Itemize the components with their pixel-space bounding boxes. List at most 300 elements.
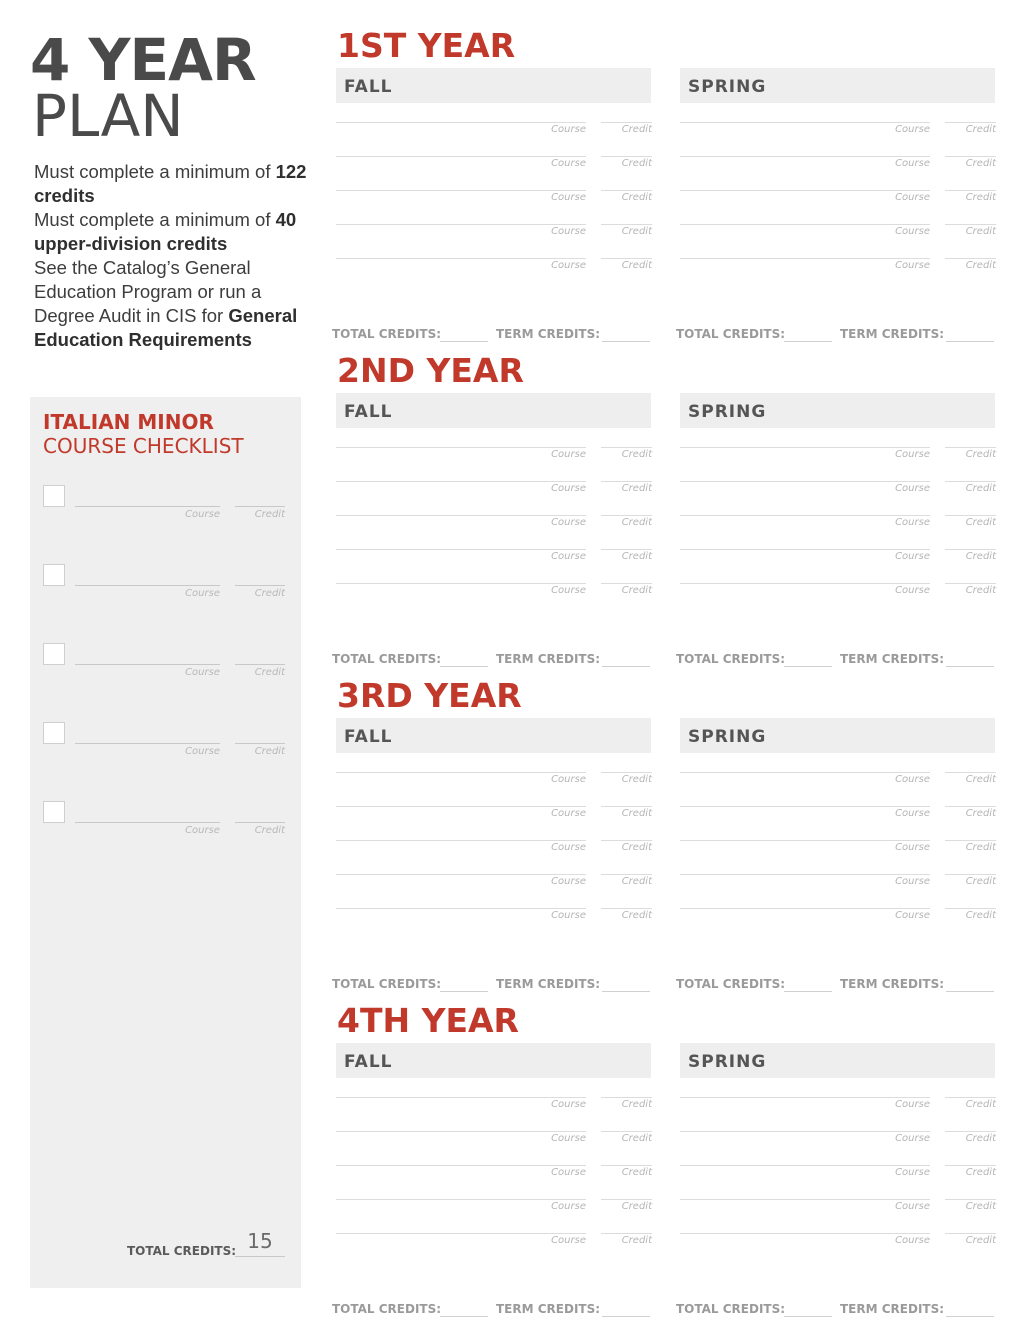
term-credits-field[interactable] [602, 341, 650, 342]
credit-label: Credit [965, 124, 996, 135]
checklist-total-line [235, 1256, 285, 1257]
course-field[interactable] [336, 1165, 586, 1166]
course-label: Course [895, 1167, 930, 1178]
credit-field[interactable] [945, 481, 996, 482]
credit-label: Credit [965, 842, 996, 853]
checklist-credit-label: Credit [254, 588, 285, 599]
course-field[interactable] [680, 583, 930, 584]
course-row [336, 258, 652, 292]
total-credits-label: TOTAL CREDITS: [332, 327, 442, 341]
total-credits-label: TOTAL CREDITS: [332, 1302, 442, 1316]
course-row [336, 122, 652, 156]
course-label: Course [895, 774, 930, 785]
course-field[interactable] [680, 1199, 930, 1200]
page-title-bold: 4 YEAR [30, 26, 256, 94]
course-field[interactable] [336, 156, 586, 157]
checklist-total-label: TOTAL CREDITS: [127, 1244, 237, 1258]
total-credits-field[interactable] [784, 1316, 832, 1317]
intro-text [34, 160, 314, 352]
term-credits-field[interactable] [602, 1316, 650, 1317]
term-name: SPRING [688, 77, 767, 97]
course-row [336, 1097, 652, 1131]
term-name: FALL [344, 77, 393, 97]
checklist-checkbox[interactable] [43, 643, 65, 665]
credit-field[interactable] [945, 772, 996, 773]
course-row [680, 908, 996, 942]
total-credits-field[interactable] [784, 341, 832, 342]
course-field[interactable] [336, 1131, 586, 1132]
course-row [680, 258, 996, 292]
intro-line2: Must complete a minimum of [34, 209, 276, 230]
credit-label: Credit [965, 1099, 996, 1110]
course-field[interactable] [680, 481, 930, 482]
credit-label: Credit [965, 1201, 996, 1212]
credit-field[interactable] [945, 583, 996, 584]
checklist-credit-field[interactable] [235, 664, 285, 665]
credit-label: Credit [965, 585, 996, 596]
checklist-course-field[interactable] [75, 664, 220, 665]
course-field[interactable] [336, 481, 586, 482]
term-name: FALL [344, 727, 393, 747]
credit-field[interactable] [945, 806, 996, 807]
term-credits-label: TERM CREDITS: [496, 327, 601, 341]
credit-field[interactable] [601, 1199, 652, 1200]
term-spring [676, 393, 996, 666]
course-field[interactable] [336, 1199, 586, 1200]
course-field[interactable] [336, 772, 586, 773]
course-row [680, 224, 996, 258]
course-row [336, 549, 652, 583]
credit-field[interactable] [601, 583, 652, 584]
course-field[interactable] [336, 840, 586, 841]
total-credits-field[interactable] [784, 991, 832, 992]
course-label: Course [895, 483, 930, 494]
course-label: Course [551, 842, 586, 853]
credit-label: Credit [621, 124, 652, 135]
course-label: Course [895, 876, 930, 887]
course-row [680, 1199, 996, 1233]
term-credits-label: TERM CREDITS: [496, 977, 601, 991]
checklist-course-label: Course [185, 825, 220, 836]
term-totals [676, 977, 1006, 997]
course-field[interactable] [680, 515, 930, 516]
credit-label: Credit [621, 1201, 652, 1212]
credit-label: Credit [965, 449, 996, 460]
term-name: SPRING [688, 1052, 767, 1072]
course-label: Course [895, 910, 930, 921]
course-label: Course [895, 551, 930, 562]
course-field[interactable] [336, 190, 586, 191]
credit-label: Credit [965, 517, 996, 528]
course-field[interactable] [336, 224, 586, 225]
course-field[interactable] [680, 224, 930, 225]
credit-label: Credit [621, 260, 652, 271]
checklist-credit-field[interactable] [235, 822, 285, 823]
credit-field[interactable] [601, 515, 652, 516]
course-row [336, 1199, 652, 1233]
credit-field[interactable] [945, 1097, 996, 1098]
checklist-credit-field[interactable] [235, 506, 285, 507]
checklist-credit-label: Credit [254, 509, 285, 520]
credit-field[interactable] [945, 447, 996, 448]
page-title-light: PLAN [32, 82, 184, 150]
course-row [336, 772, 652, 806]
term-credits-label: TERM CREDITS: [840, 977, 945, 991]
credit-label: Credit [621, 483, 652, 494]
course-field[interactable] [680, 156, 930, 157]
course-row [680, 481, 996, 515]
checklist-credit-label: Credit [254, 746, 285, 757]
course-row [680, 583, 996, 617]
credit-label: Credit [621, 551, 652, 562]
course-label: Course [895, 585, 930, 596]
course-label: Course [895, 158, 930, 169]
course-row [680, 772, 996, 806]
credit-label: Credit [621, 226, 652, 237]
term-name: SPRING [688, 402, 767, 422]
term-header [680, 1043, 995, 1078]
course-label: Course [551, 483, 586, 494]
course-label: Course [551, 260, 586, 271]
course-row [680, 840, 996, 874]
course-label: Course [551, 226, 586, 237]
term-fall [332, 718, 652, 991]
credit-label: Credit [965, 876, 996, 887]
term-credits-field[interactable] [946, 991, 994, 992]
course-field[interactable] [680, 549, 930, 550]
course-field[interactable] [680, 190, 930, 191]
year-title: 3RD YEAR [337, 676, 522, 715]
intro-gen-ed: General Education Requirements [34, 305, 298, 350]
intro-line1: Must complete a minimum of [34, 161, 276, 182]
course-label: Course [895, 260, 930, 271]
course-label: Course [551, 910, 586, 921]
credit-label: Credit [965, 226, 996, 237]
credit-field[interactable] [945, 1165, 996, 1166]
total-credits-field[interactable] [440, 991, 488, 992]
term-header [680, 718, 995, 753]
term-header [336, 1043, 651, 1078]
checklist-course-label: Course [185, 509, 220, 520]
credit-field[interactable] [601, 806, 652, 807]
total-credits-label: TOTAL CREDITS: [676, 652, 786, 666]
course-field[interactable] [336, 874, 586, 875]
checklist-checkbox[interactable] [43, 564, 65, 586]
course-field[interactable] [680, 840, 930, 841]
course-row [336, 1233, 652, 1267]
credit-field[interactable] [601, 224, 652, 225]
checklist-course-label: Course [185, 588, 220, 599]
credit-field[interactable] [945, 190, 996, 191]
total-credits-field[interactable] [440, 666, 488, 667]
course-label: Course [895, 1235, 930, 1246]
checklist-checkbox[interactable] [43, 722, 65, 744]
course-row [680, 1097, 996, 1131]
checklist-row [30, 485, 301, 525]
year-title: 2ND YEAR [337, 351, 524, 390]
term-totals [676, 1302, 1006, 1322]
course-field[interactable] [336, 583, 586, 584]
course-row [336, 908, 652, 942]
course-label: Course [551, 1167, 586, 1178]
credit-label: Credit [965, 808, 996, 819]
course-label: Course [895, 808, 930, 819]
course-label: Course [895, 449, 930, 460]
course-label: Course [895, 1099, 930, 1110]
term-credits-label: TERM CREDITS: [840, 652, 945, 666]
term-header [336, 68, 651, 103]
course-label: Course [551, 158, 586, 169]
checklist-row [30, 722, 301, 762]
course-field[interactable] [336, 806, 586, 807]
course-label: Course [551, 1201, 586, 1212]
credit-field[interactable] [945, 1131, 996, 1132]
course-row [336, 840, 652, 874]
credit-field[interactable] [601, 874, 652, 875]
course-field[interactable] [680, 1233, 930, 1234]
term-credits-field[interactable] [602, 991, 650, 992]
course-row [680, 156, 996, 190]
credit-label: Credit [621, 910, 652, 921]
credit-field[interactable] [945, 258, 996, 259]
checklist-credit-field[interactable] [235, 585, 285, 586]
course-row [336, 481, 652, 515]
course-checklist [30, 397, 301, 1288]
total-credits-label: TOTAL CREDITS: [676, 327, 786, 341]
total-credits-label: TOTAL CREDITS: [676, 977, 786, 991]
course-label: Course [895, 124, 930, 135]
term-name: SPRING [688, 727, 767, 747]
checklist-credit-field[interactable] [235, 743, 285, 744]
credit-label: Credit [621, 1235, 652, 1246]
total-credits-field[interactable] [440, 341, 488, 342]
checklist-credit-label: Credit [254, 825, 285, 836]
course-row [680, 874, 996, 908]
checklist-checkbox[interactable] [43, 801, 65, 823]
course-row [336, 190, 652, 224]
credit-field[interactable] [601, 549, 652, 550]
course-field[interactable] [680, 874, 930, 875]
term-credits-field[interactable] [946, 1316, 994, 1317]
credit-label: Credit [621, 1133, 652, 1144]
term-credits-label: TERM CREDITS: [496, 1302, 601, 1316]
term-totals [332, 327, 662, 347]
term-header [680, 68, 995, 103]
credit-field[interactable] [601, 1131, 652, 1132]
intro-credits: 122 credits [34, 161, 307, 206]
credit-field[interactable] [945, 840, 996, 841]
credit-label: Credit [965, 192, 996, 203]
credit-field[interactable] [945, 156, 996, 157]
term-credits-field[interactable] [602, 666, 650, 667]
course-field[interactable] [680, 1097, 930, 1098]
credit-field[interactable] [945, 515, 996, 516]
course-row [680, 122, 996, 156]
checklist-course-field[interactable] [75, 585, 220, 586]
course-field[interactable] [336, 515, 586, 516]
term-fall [332, 393, 652, 666]
term-spring [676, 68, 996, 341]
course-field[interactable] [680, 1165, 930, 1166]
intro-upper-division: 40 upper-division credits [34, 209, 297, 254]
course-label: Course [551, 124, 586, 135]
course-field[interactable] [680, 447, 930, 448]
term-totals [676, 327, 1006, 347]
credit-field[interactable] [601, 447, 652, 448]
credit-label: Credit [621, 808, 652, 819]
credit-label: Credit [965, 1235, 996, 1246]
total-credits-label: TOTAL CREDITS: [332, 652, 442, 666]
course-label: Course [895, 517, 930, 528]
credit-label: Credit [965, 158, 996, 169]
term-spring [676, 1043, 996, 1316]
credit-label: Credit [621, 449, 652, 460]
course-row [336, 806, 652, 840]
course-field[interactable] [336, 447, 586, 448]
course-label: Course [551, 551, 586, 562]
credit-field[interactable] [601, 1165, 652, 1166]
course-field[interactable] [680, 122, 930, 123]
course-row [336, 1165, 652, 1199]
course-field[interactable] [680, 772, 930, 773]
credit-label: Credit [965, 1133, 996, 1144]
credit-field[interactable] [945, 549, 996, 550]
course-label: Course [551, 449, 586, 460]
course-label: Course [551, 808, 586, 819]
course-row [680, 190, 996, 224]
term-fall [332, 1043, 652, 1316]
total-credits-field[interactable] [440, 1316, 488, 1317]
checklist-total-value: 15 [247, 1229, 273, 1253]
term-credits-field[interactable] [946, 341, 994, 342]
course-field[interactable] [336, 908, 586, 909]
checklist-row [30, 643, 301, 683]
term-spring [676, 718, 996, 991]
credit-field[interactable] [945, 122, 996, 123]
credit-label: Credit [965, 483, 996, 494]
course-row [336, 224, 652, 258]
course-field[interactable] [336, 1097, 586, 1098]
course-label: Course [551, 517, 586, 528]
course-label: Course [895, 226, 930, 237]
course-row [336, 515, 652, 549]
course-label: Course [551, 192, 586, 203]
credit-field[interactable] [601, 772, 652, 773]
checklist-course-field[interactable] [75, 743, 220, 744]
term-header [336, 718, 651, 753]
credit-label: Credit [621, 876, 652, 887]
course-label: Course [551, 1235, 586, 1246]
course-field[interactable] [680, 258, 930, 259]
course-row [336, 447, 652, 481]
credit-field[interactable] [601, 1233, 652, 1234]
course-label: Course [895, 192, 930, 203]
credit-field[interactable] [601, 1097, 652, 1098]
credit-label: Credit [621, 192, 652, 203]
credit-field[interactable] [945, 1199, 996, 1200]
course-label: Course [895, 1201, 930, 1212]
credit-label: Credit [965, 551, 996, 562]
credit-field[interactable] [601, 258, 652, 259]
credit-field[interactable] [601, 122, 652, 123]
course-row [680, 515, 996, 549]
checklist-row [30, 801, 301, 841]
term-totals [676, 652, 1006, 672]
term-totals [332, 977, 662, 997]
course-label: Course [551, 774, 586, 785]
credit-field[interactable] [945, 908, 996, 909]
credit-field[interactable] [601, 840, 652, 841]
credit-label: Credit [621, 1167, 652, 1178]
course-field[interactable] [336, 549, 586, 550]
term-credits-label: TERM CREDITS: [840, 327, 945, 341]
course-label: Course [551, 1099, 586, 1110]
checklist-course-field[interactable] [75, 822, 220, 823]
credit-label: Credit [621, 158, 652, 169]
course-row [680, 549, 996, 583]
credit-label: Credit [621, 774, 652, 785]
course-field[interactable] [680, 1131, 930, 1132]
course-field[interactable] [336, 258, 586, 259]
credit-field[interactable] [601, 190, 652, 191]
checklist-credit-label: Credit [254, 667, 285, 678]
term-header [680, 393, 995, 428]
year-title: 1ST YEAR [337, 26, 516, 65]
credit-label: Credit [621, 517, 652, 528]
course-row [336, 156, 652, 190]
term-credits-label: TERM CREDITS: [840, 1302, 945, 1316]
checklist-checkbox[interactable] [43, 485, 65, 507]
credit-label: Credit [965, 1167, 996, 1178]
credit-label: Credit [621, 585, 652, 596]
term-header [336, 393, 651, 428]
term-name: FALL [344, 1052, 393, 1072]
course-row [336, 1131, 652, 1165]
course-field[interactable] [680, 908, 930, 909]
credit-label: Credit [965, 260, 996, 271]
term-totals [332, 652, 662, 672]
course-row [680, 1165, 996, 1199]
course-field[interactable] [680, 806, 930, 807]
course-row [336, 874, 652, 908]
course-field[interactable] [336, 1233, 586, 1234]
checklist-course-label: Course [185, 746, 220, 757]
term-name: FALL [344, 402, 393, 422]
course-label: Course [895, 842, 930, 853]
total-credits-label: TOTAL CREDITS: [676, 1302, 786, 1316]
intro-line3: See the Catalog’s General Education Program or run a Degree Audit in CIS for [34, 257, 262, 326]
course-field[interactable] [336, 122, 586, 123]
credit-field[interactable] [945, 874, 996, 875]
credit-field[interactable] [945, 224, 996, 225]
credit-field[interactable] [601, 908, 652, 909]
credit-label: Credit [965, 910, 996, 921]
total-credits-label: TOTAL CREDITS: [332, 977, 442, 991]
term-credits-field[interactable] [946, 666, 994, 667]
checklist-course-field[interactable] [75, 506, 220, 507]
credit-field[interactable] [601, 481, 652, 482]
course-row [336, 583, 652, 617]
year-title: 4TH YEAR [337, 1001, 519, 1040]
course-label: Course [551, 1133, 586, 1144]
course-row [680, 806, 996, 840]
checklist-row [30, 564, 301, 604]
term-credits-label: TERM CREDITS: [496, 652, 601, 666]
credit-field[interactable] [945, 1233, 996, 1234]
total-credits-field[interactable] [784, 666, 832, 667]
term-totals [332, 1302, 662, 1322]
credit-field[interactable] [601, 156, 652, 157]
